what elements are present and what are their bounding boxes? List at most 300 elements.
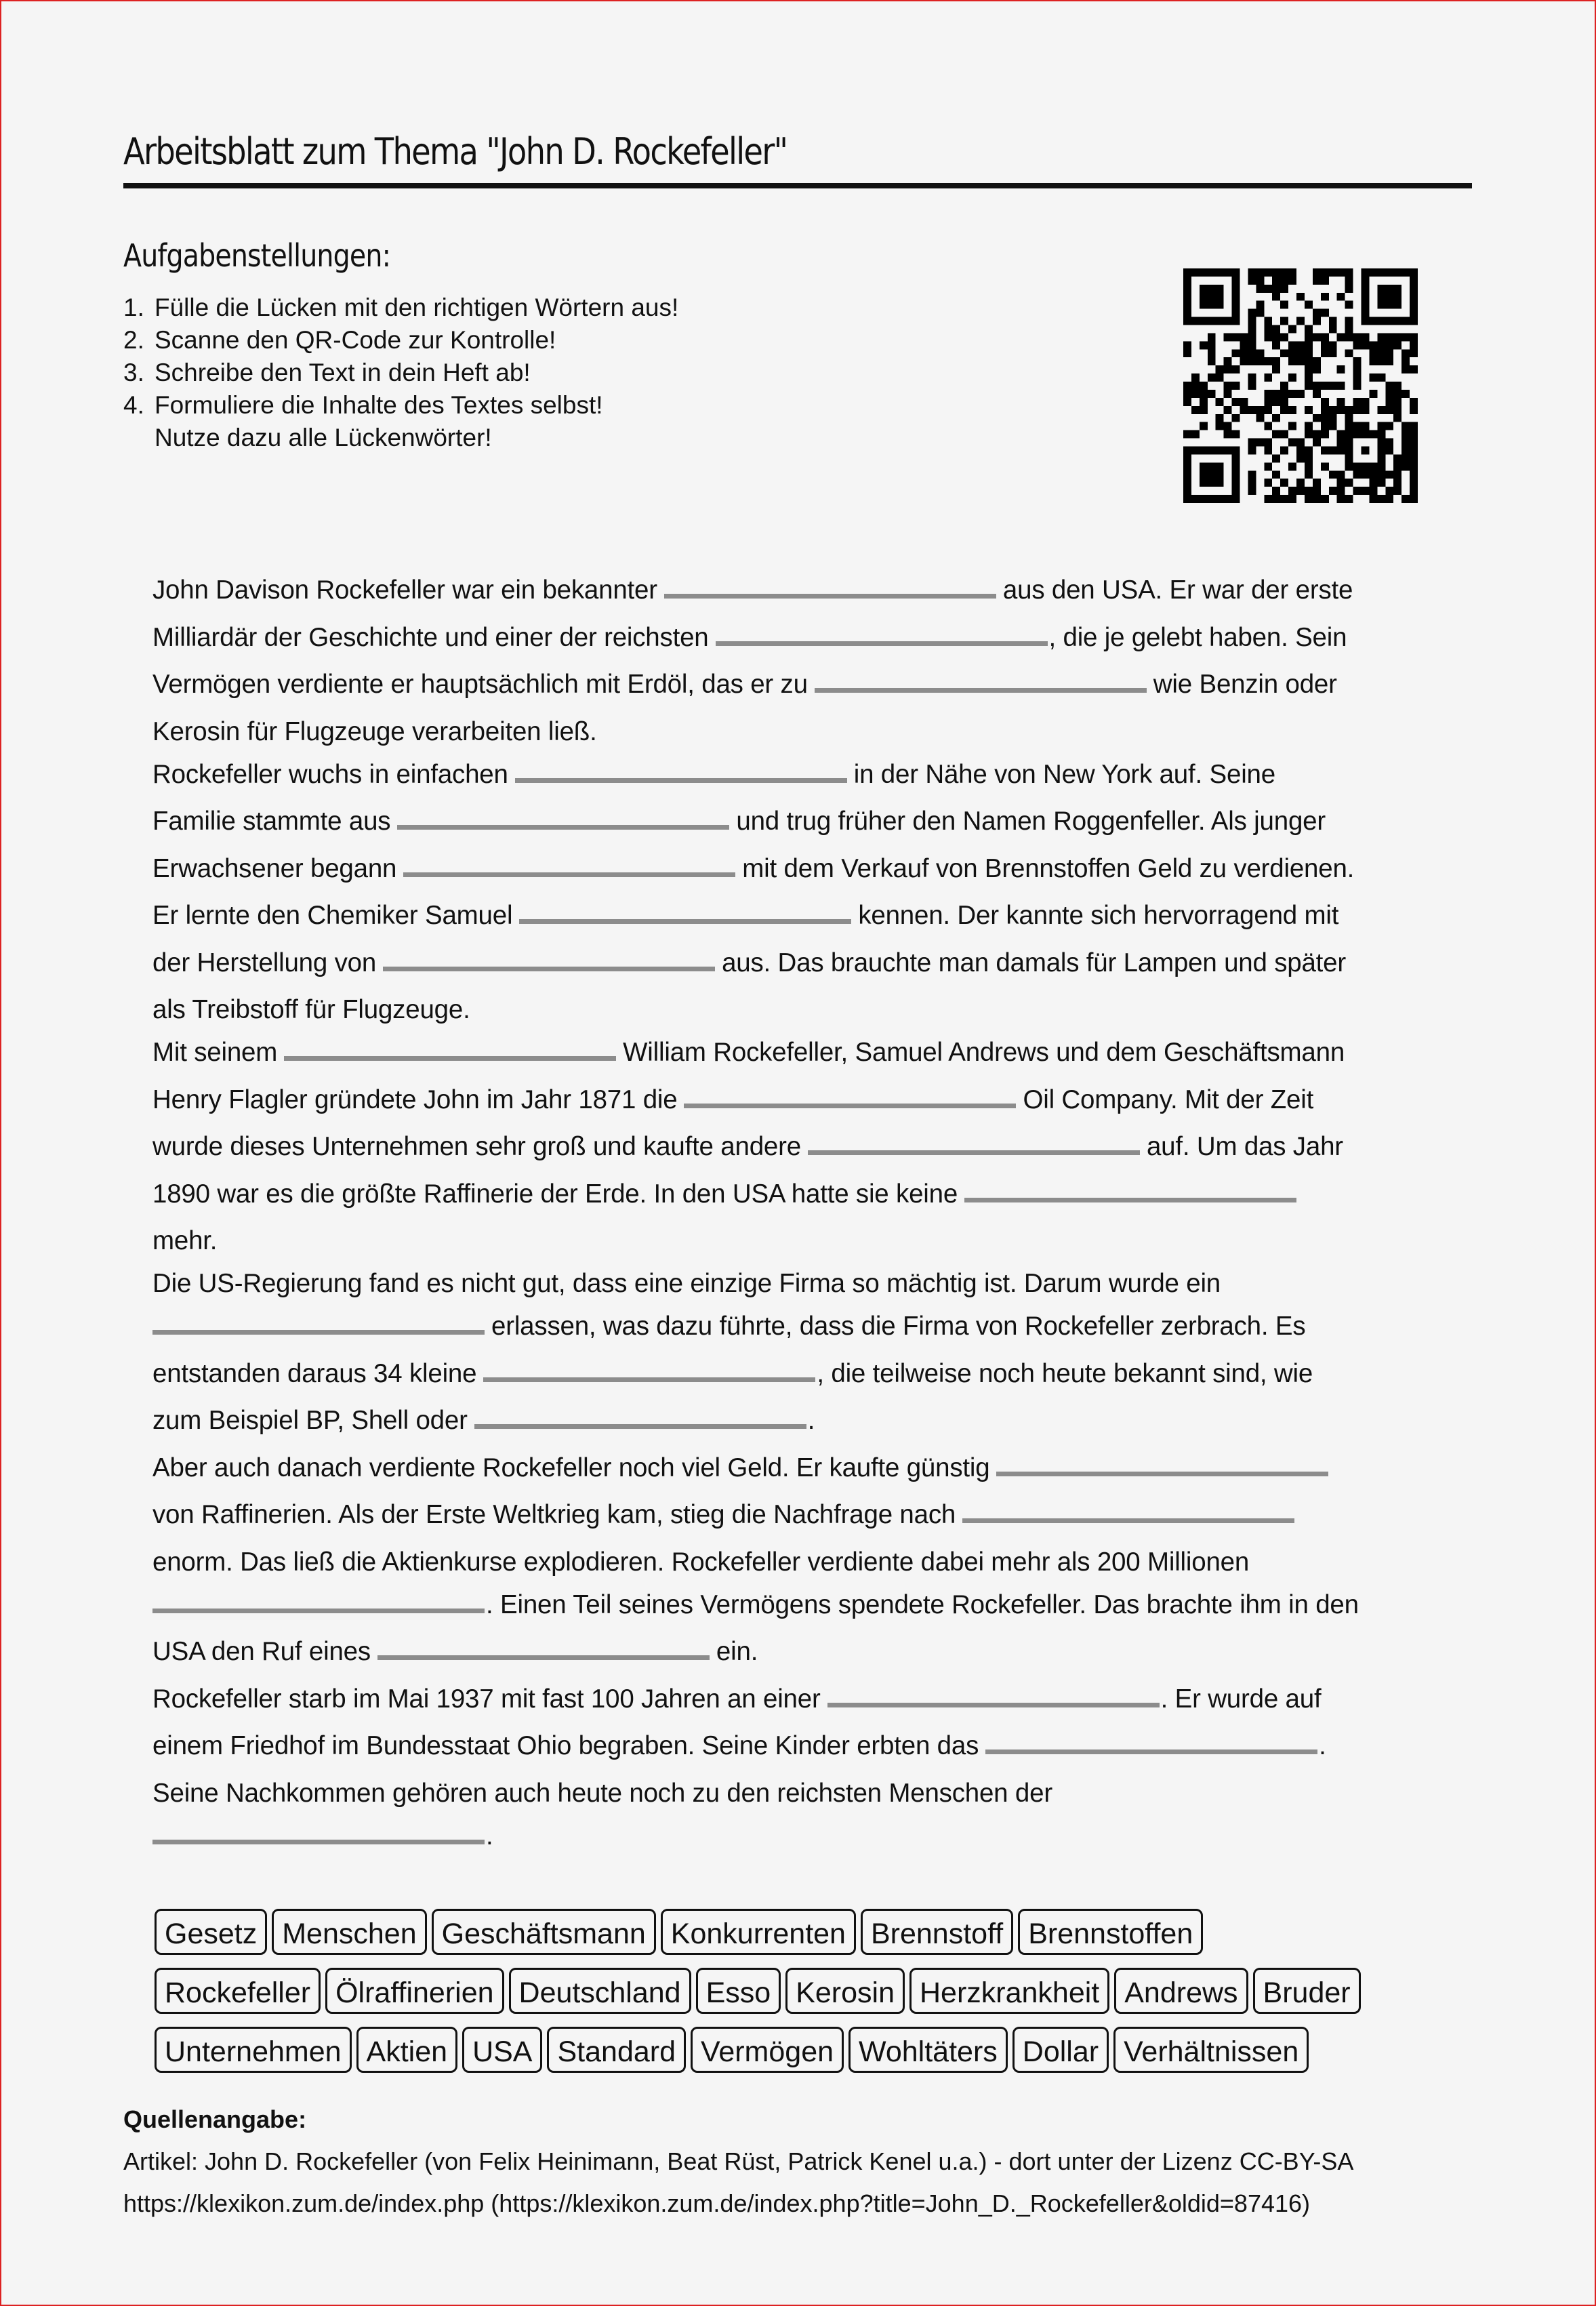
text-line <box>152 1628 1454 1676</box>
qr-module <box>1240 357 1248 365</box>
qr-module <box>1385 349 1393 357</box>
qr-module <box>1337 495 1345 503</box>
qr-module <box>1410 268 1418 277</box>
qr-module <box>1410 293 1418 301</box>
text-segment: Aber auch danach verdiente Rockefeller noch viel Geld. Er kaufte günstig <box>152 1453 990 1482</box>
word-chip[interactable]: Kerosin <box>785 1968 905 2014</box>
qr-module <box>1305 325 1313 333</box>
qr-module <box>1345 462 1353 470</box>
qr-module <box>1401 495 1410 503</box>
blank-gap[interactable] <box>483 1357 815 1382</box>
qr-module <box>1232 479 1240 487</box>
qr-module <box>1353 470 1362 479</box>
qr-module <box>1305 357 1313 365</box>
qr-module <box>1337 479 1345 487</box>
text-line <box>152 1217 1454 1260</box>
text-segment: als Treibstoff für Flugzeuge. <box>152 995 470 1024</box>
qr-module <box>1248 357 1256 365</box>
word-chip[interactable]: Menschen <box>272 1909 426 1955</box>
qr-module <box>1280 479 1288 487</box>
blank-gap[interactable] <box>519 899 851 924</box>
qr-module <box>1410 406 1418 414</box>
qr-module <box>1369 341 1377 349</box>
qr-module <box>1224 495 1232 503</box>
qr-module <box>1345 406 1353 414</box>
qr-module <box>1200 422 1208 430</box>
word-chip[interactable]: Aktien <box>356 2027 458 2073</box>
qr-module <box>1232 349 1240 357</box>
qr-module <box>1321 293 1329 301</box>
blank-gap[interactable] <box>152 1310 485 1335</box>
qr-module <box>1353 373 1362 382</box>
qr-module <box>1361 462 1369 470</box>
qr-module <box>1377 495 1385 503</box>
blank-gap[interactable] <box>474 1404 806 1429</box>
text-line <box>152 1491 1454 1539</box>
qr-module <box>1272 325 1280 333</box>
qr-module <box>1232 446 1240 454</box>
qr-module <box>1208 495 1216 503</box>
qr-module <box>1272 470 1280 479</box>
word-chip[interactable]: Brennstoffen <box>1018 1909 1203 1955</box>
word-chip[interactable]: Gesetz <box>155 1909 267 1955</box>
qr-module <box>1224 268 1232 277</box>
qr-module <box>1216 470 1224 479</box>
qr-module <box>1377 357 1385 365</box>
qr-module <box>1377 285 1385 293</box>
qr-module <box>1183 285 1191 293</box>
blank-gap[interactable] <box>996 1451 1328 1476</box>
qr-module <box>1385 285 1393 293</box>
qr-module <box>1183 341 1191 349</box>
qr-module <box>1337 382 1345 390</box>
blank-gap[interactable] <box>985 1729 1317 1754</box>
word-chip[interactable]: Standard <box>547 2027 686 2073</box>
qr-module <box>1296 487 1305 495</box>
text-line <box>152 1722 1454 1770</box>
qr-module <box>1296 446 1305 454</box>
blank-gap[interactable] <box>152 1588 485 1613</box>
qr-module <box>1321 495 1329 503</box>
qr-module <box>1288 439 1296 447</box>
qr-module <box>1410 479 1418 487</box>
qr-module <box>1183 301 1191 309</box>
qr-module <box>1321 462 1329 470</box>
qr-module <box>1296 317 1305 325</box>
qr-module <box>1248 333 1256 341</box>
qr-module <box>1385 439 1393 447</box>
qr-module <box>1410 470 1418 479</box>
qr-module <box>1264 317 1272 325</box>
qr-module <box>1377 373 1385 382</box>
qr-module <box>1361 446 1369 454</box>
qr-module <box>1305 495 1313 503</box>
task-item: 4. Formuliere die Inhalte des Textes selbst! <box>123 391 603 419</box>
qr-module <box>1385 495 1393 503</box>
qr-module <box>1191 406 1200 414</box>
qr-module <box>1410 462 1418 470</box>
qr-module <box>1272 454 1280 462</box>
word-chip[interactable]: Geschäftsmann <box>432 1909 656 1955</box>
qr-module <box>1288 341 1296 349</box>
qr-module <box>1248 268 1256 277</box>
qr-module <box>1385 357 1393 365</box>
word-chip[interactable]: Andrews <box>1114 1968 1248 2014</box>
text-line <box>152 892 1454 939</box>
blank-gap[interactable] <box>962 1498 1294 1523</box>
qr-module <box>1216 462 1224 470</box>
word-chip[interactable]: Brennstoff <box>861 1909 1013 1955</box>
qr-module <box>1272 341 1280 349</box>
qr-module <box>1385 301 1393 309</box>
qr-module <box>1361 398 1369 406</box>
qr-module <box>1410 487 1418 495</box>
qr-module <box>1208 357 1216 365</box>
qr-module <box>1200 293 1208 301</box>
qr-module <box>1410 430 1418 439</box>
qr-module <box>1208 333 1216 341</box>
qr-module <box>1369 390 1377 398</box>
text-segment: aus den USA. Er war der erste <box>1002 575 1353 605</box>
text-line <box>152 1581 1454 1629</box>
qr-module <box>1248 349 1256 357</box>
qr-module <box>1296 341 1305 349</box>
word-bank-row <box>155 2027 1442 2086</box>
qr-module <box>1240 398 1248 406</box>
qr-module <box>1345 349 1353 357</box>
qr-module <box>1264 333 1272 341</box>
qr-module <box>1191 446 1200 454</box>
qr-module <box>1345 268 1353 277</box>
qr-module <box>1216 285 1224 293</box>
title-underline <box>123 183 1472 188</box>
qr-module <box>1345 333 1353 341</box>
qr-module <box>1401 422 1410 430</box>
qr-module <box>1321 268 1329 277</box>
qr-module <box>1410 333 1418 341</box>
qr-module <box>1305 462 1313 470</box>
word-chip[interactable]: Deutschland <box>509 1968 691 2014</box>
qr-module <box>1385 390 1393 398</box>
text-line <box>152 567 1454 614</box>
qr-module <box>1216 365 1224 373</box>
qr-module <box>1224 317 1232 325</box>
qr-module <box>1232 462 1240 470</box>
qr-module <box>1345 430 1353 439</box>
qr-module <box>1256 439 1264 447</box>
qr-module <box>1200 301 1208 309</box>
qr-module <box>1280 285 1288 293</box>
qr-module <box>1369 495 1377 503</box>
qr-module <box>1216 301 1224 309</box>
qr-module <box>1345 422 1353 430</box>
qr-module <box>1200 317 1208 325</box>
word-chip[interactable]: Rockefeller <box>155 1968 321 2014</box>
qr-module <box>1216 479 1224 487</box>
qr-module <box>1313 333 1321 341</box>
qr-module <box>1361 333 1369 341</box>
qr-module <box>1256 285 1264 293</box>
qr-module <box>1385 470 1393 479</box>
qr-module <box>1272 430 1280 439</box>
text-segment: Rockefeller wuchs in einfachen <box>152 759 508 789</box>
blank-gap[interactable] <box>152 1819 485 1844</box>
word-bank <box>155 1909 1442 2086</box>
qr-module <box>1353 406 1362 414</box>
qr-module <box>1224 446 1232 454</box>
qr-module <box>1321 414 1329 422</box>
qr-module <box>1393 470 1401 479</box>
qr-module <box>1321 309 1329 317</box>
qr-module <box>1200 382 1208 390</box>
qr-module <box>1377 317 1385 325</box>
text-segment: enorm. Das ließ die Aktienkurse explodieren. Rockefeller verdiente dabei mehr als 200 Millionen <box>152 1547 1250 1577</box>
qr-module <box>1369 357 1377 365</box>
qr-module <box>1321 333 1329 341</box>
qr-module <box>1264 495 1272 503</box>
blank-gap[interactable] <box>684 1083 1016 1108</box>
qr-module <box>1216 422 1224 430</box>
text-segment: 1890 war es die größte Raffinerie der Erde. In den USA hatte sie keine <box>152 1179 958 1209</box>
blank-gap[interactable] <box>964 1177 1296 1202</box>
text-segment: wurde dieses Unternehmen sehr groß und kaufte andere <box>152 1132 801 1161</box>
qr-module <box>1329 406 1337 414</box>
qr-module <box>1272 333 1280 341</box>
text-segment: in der Nähe von New York auf. Seine <box>853 759 1275 789</box>
qr-module <box>1208 293 1216 301</box>
qr-module <box>1232 333 1240 341</box>
qr-module <box>1208 390 1216 398</box>
qr-module <box>1345 325 1353 333</box>
qr-module <box>1248 325 1256 333</box>
qr-module <box>1305 446 1313 454</box>
qr-module <box>1232 277 1240 285</box>
qr-module <box>1208 373 1216 382</box>
word-chip[interactable]: Unternehmen <box>155 2027 352 2073</box>
qr-module <box>1361 293 1369 301</box>
word-chip[interactable]: Wohltäters <box>848 2027 1008 2073</box>
qr-module <box>1183 470 1191 479</box>
qr-module <box>1305 422 1313 430</box>
qr-module <box>1183 446 1191 454</box>
qr-module <box>1232 454 1240 462</box>
qr-module <box>1329 414 1337 422</box>
task-item: 1. Fülle die Lücken mit den richtigen Wörtern aus! <box>123 294 679 321</box>
qr-module <box>1208 462 1216 470</box>
qr-module <box>1353 430 1362 439</box>
qr-module <box>1369 430 1377 439</box>
word-chip[interactable]: Vermögen <box>691 2027 844 2073</box>
qr-module <box>1377 333 1385 341</box>
qr-module <box>1313 317 1321 325</box>
qr-module <box>1288 462 1296 470</box>
qr-module <box>1329 382 1337 390</box>
source-url[interactable]: https://klexikon.zum.de/index.php (https://klexikon.zum.de/index.php?title=John_D._Rockefeller&oldid=87416) <box>123 2189 1311 2217</box>
blank-gap[interactable] <box>403 852 735 877</box>
task-list <box>123 291 678 454</box>
qr-module <box>1224 333 1232 341</box>
qr-module <box>1313 495 1321 503</box>
qr-module <box>1361 301 1369 309</box>
qr-module <box>1191 430 1200 439</box>
task-continuation: Nutze dazu alle Lückenwörter! <box>155 424 492 451</box>
task-item: 3. Schreibe den Text in dein Heft ab! <box>123 359 531 386</box>
qr-module <box>1369 462 1377 470</box>
blank-gap[interactable] <box>815 668 1147 693</box>
qr-module <box>1256 349 1264 357</box>
qr-module <box>1208 285 1216 293</box>
qr-module <box>1264 422 1272 430</box>
qr-module <box>1208 479 1216 487</box>
qr-module <box>1361 277 1369 285</box>
qr-module <box>1216 495 1224 503</box>
text-segment: . Einen Teil seines Vermögens spendete Rockefeller. Das brachte ihm in den <box>486 1590 1359 1619</box>
qr-module <box>1377 439 1385 447</box>
word-chip[interactable]: USA <box>462 2027 542 2073</box>
text-segment: Familie stammte aus <box>152 807 391 836</box>
qr-module <box>1385 333 1393 341</box>
qr-module <box>1288 373 1296 382</box>
text-segment: mit dem Verkauf von Brennstoffen Geld zu verdienen. <box>742 853 1355 883</box>
blank-gap[interactable] <box>716 621 1048 646</box>
qr-module <box>1353 382 1362 390</box>
text-line <box>152 1029 1454 1076</box>
qr-module <box>1313 439 1321 447</box>
qr-module <box>1232 470 1240 479</box>
qr-module <box>1240 349 1248 357</box>
text-line <box>152 708 1454 751</box>
qr-module <box>1345 454 1353 462</box>
qr-module <box>1224 382 1232 390</box>
qr-module <box>1224 422 1232 430</box>
word-chip[interactable]: Dollar <box>1012 2027 1109 2073</box>
text-segment: entstanden daraus 34 kleine <box>152 1358 477 1388</box>
blank-gap[interactable] <box>284 1036 616 1061</box>
qr-module <box>1329 349 1337 357</box>
qr-module <box>1240 341 1248 349</box>
text-line <box>152 751 1454 798</box>
text-segment: Vermögen verdiente er hauptsächlich mit Erdöl, das er zu <box>152 670 808 699</box>
qr-module <box>1288 406 1296 414</box>
word-chip[interactable]: Verhältnissen <box>1113 2027 1309 2073</box>
text-line <box>152 986 1454 1029</box>
text-segment: . <box>486 1821 493 1850</box>
qr-module <box>1410 309 1418 317</box>
qr-module <box>1200 470 1208 479</box>
qr-module <box>1256 414 1264 422</box>
text-segment: Die US-Regierung fand es nicht gut, dass eine einzige Firma so mächtig ist. Darum wurde ein <box>152 1269 1221 1298</box>
qr-module <box>1216 317 1224 325</box>
qr-module <box>1280 430 1288 439</box>
text-segment: , die je gelebt haben. Sein <box>1048 622 1347 652</box>
qr-module <box>1393 268 1401 277</box>
qr-module <box>1410 495 1418 503</box>
qr-module <box>1393 285 1401 293</box>
qr-module <box>1305 487 1313 495</box>
qr-module <box>1280 446 1288 454</box>
qr-module <box>1361 487 1369 495</box>
qr-module <box>1288 390 1296 398</box>
task-item: 2. Scanne den QR-Code zur Kontrolle! <box>123 326 556 354</box>
qr-module <box>1208 446 1216 454</box>
qr-module <box>1353 487 1362 495</box>
word-chip[interactable]: Bruder <box>1253 1968 1361 2014</box>
text-line <box>152 661 1454 708</box>
qr-module <box>1191 495 1200 503</box>
blank-gap[interactable] <box>377 1635 710 1660</box>
word-bank-row <box>155 1968 1442 2027</box>
word-chip[interactable]: Esso <box>696 1968 781 2014</box>
qr-module <box>1353 398 1362 406</box>
qr-module <box>1305 349 1313 357</box>
text-line <box>152 1303 1454 1350</box>
qr-module <box>1183 487 1191 495</box>
qr-module <box>1264 406 1272 414</box>
qr-module <box>1296 357 1305 365</box>
qr-module <box>1361 317 1369 325</box>
text-segment: William Rockefeller, Samuel Andrews und dem Geschäftsmann <box>623 1038 1345 1067</box>
qr-module <box>1248 373 1256 382</box>
qr-module <box>1377 462 1385 470</box>
qr-module <box>1321 398 1329 406</box>
word-chip[interactable]: Konkurrenten <box>661 1909 856 1955</box>
qr-module <box>1272 285 1280 293</box>
text-segment: Kerosin für Flugzeuge verarbeiten ließ. <box>152 716 597 746</box>
blank-gap[interactable] <box>515 758 847 783</box>
blank-gap[interactable] <box>397 805 729 830</box>
qr-module <box>1232 268 1240 277</box>
qr-module <box>1305 382 1313 390</box>
qr-module <box>1345 479 1353 487</box>
text-segment: . <box>807 1406 815 1435</box>
text-line <box>152 1397 1454 1444</box>
qr-module <box>1264 462 1272 470</box>
qr-module <box>1313 277 1321 285</box>
qr-module <box>1200 285 1208 293</box>
qr-module <box>1313 365 1321 373</box>
qr-module <box>1264 398 1272 406</box>
qr-module <box>1288 487 1296 495</box>
qr-module <box>1183 382 1191 390</box>
qr-module <box>1401 357 1410 365</box>
text-segment: mehr. <box>152 1226 218 1255</box>
blank-gap[interactable] <box>808 1130 1140 1155</box>
qr-module <box>1183 479 1191 487</box>
qr-module <box>1401 333 1410 341</box>
blank-gap[interactable] <box>383 946 715 971</box>
qr-module <box>1377 341 1385 349</box>
blank-gap[interactable] <box>827 1682 1160 1707</box>
text-segment: einem Friedhof im Bundesstaat Ohio begraben. Seine Kinder erbten das <box>152 1731 979 1760</box>
word-chip[interactable]: Herzkrankheit <box>909 1968 1109 2014</box>
word-bank-row <box>155 1909 1442 1968</box>
qr-module <box>1296 439 1305 447</box>
qr-module <box>1216 446 1224 454</box>
qr-module <box>1393 317 1401 325</box>
qr-module <box>1256 357 1264 365</box>
qr-module <box>1361 309 1369 317</box>
qr-module <box>1248 277 1256 285</box>
qr-code-icon[interactable] <box>1183 266 1418 506</box>
qr-module <box>1385 406 1393 414</box>
qr-module <box>1329 487 1337 495</box>
qr-module <box>1401 446 1410 454</box>
blank-gap[interactable] <box>664 573 996 599</box>
qr-module <box>1183 293 1191 301</box>
word-chip[interactable]: Ölraffinerien <box>325 1968 504 2014</box>
qr-module <box>1401 462 1410 470</box>
qr-module <box>1385 317 1393 325</box>
